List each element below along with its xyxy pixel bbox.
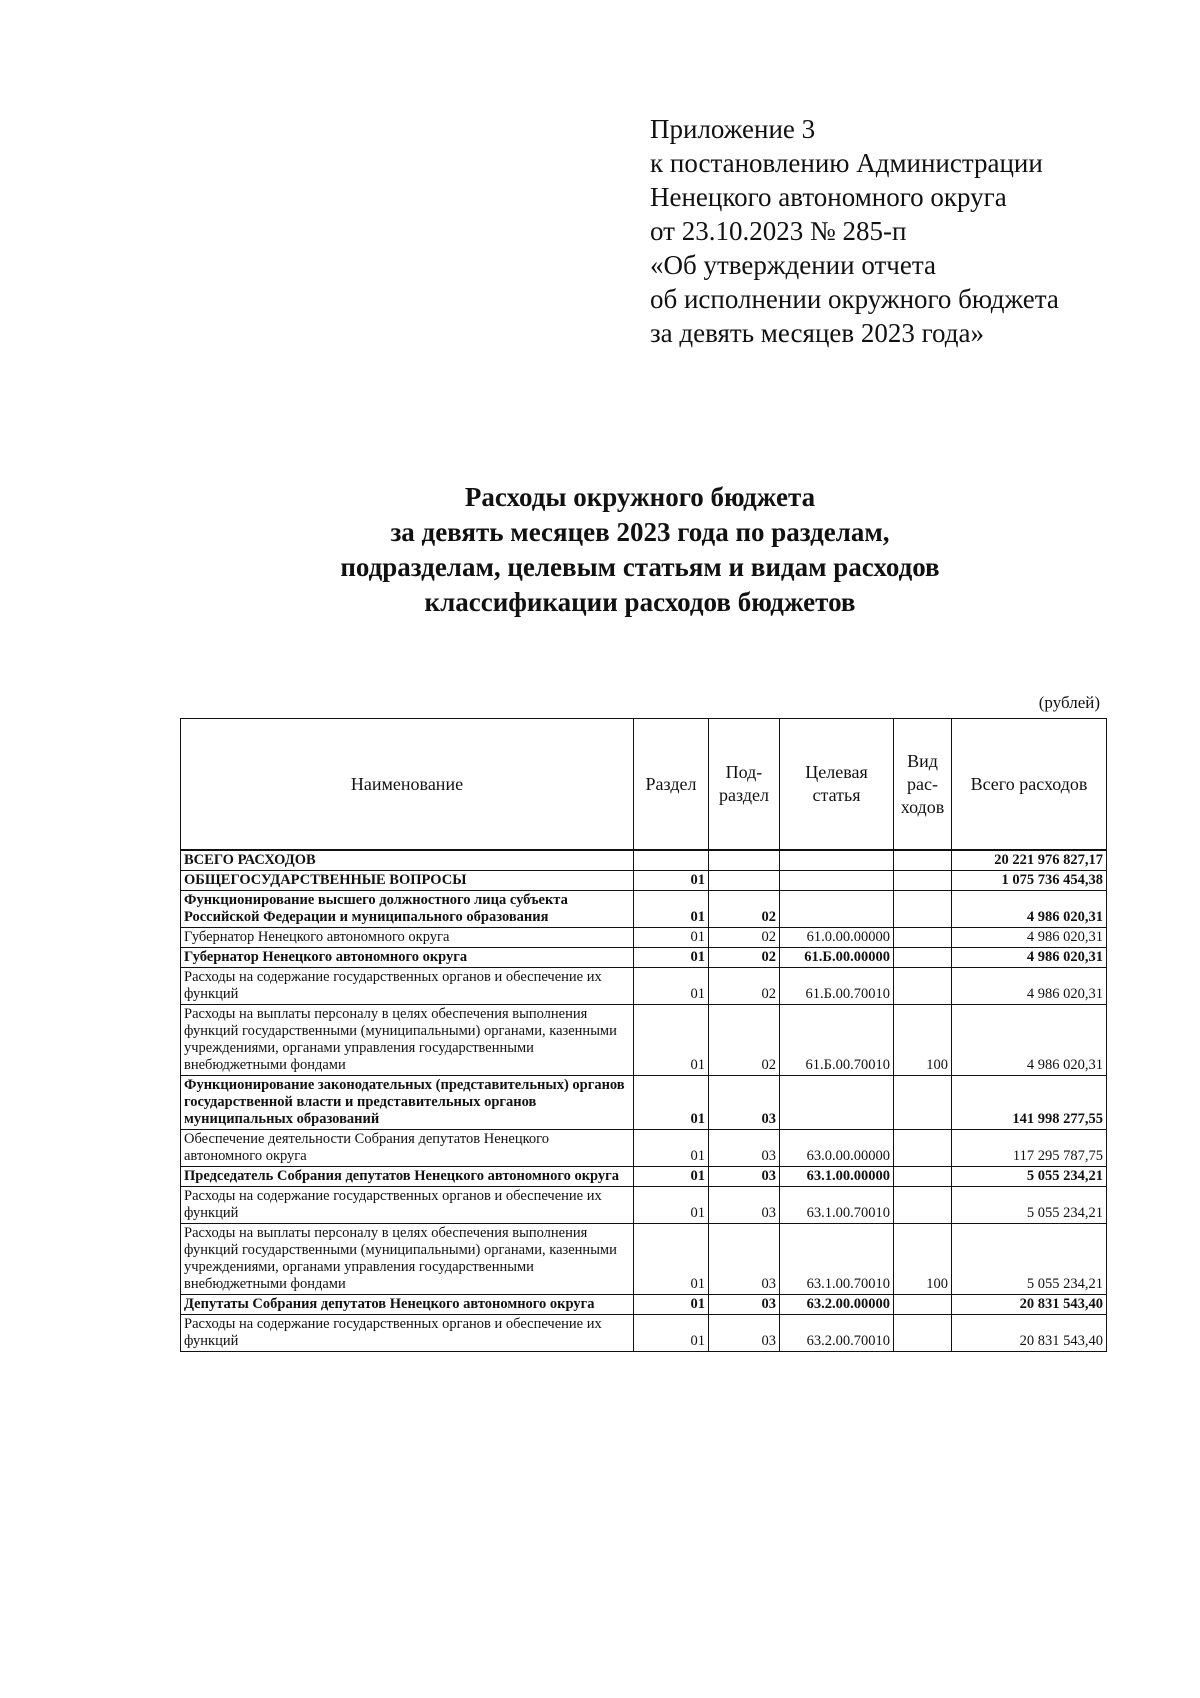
cell-razdel: 01 <box>634 891 709 928</box>
cell-podrazdel: 02 <box>709 1005 780 1076</box>
cell-total: 5 055 234,21 <box>952 1224 1107 1295</box>
cell-celevaya: 61.Б.00.70010 <box>780 1005 894 1076</box>
cell-total: 4 986 020,31 <box>952 1005 1107 1076</box>
cell-razdel: 01 <box>634 1005 709 1076</box>
table-row <box>181 871 1107 891</box>
header-celevaya: Целевая статья <box>780 719 894 851</box>
cell-celevaya: 63.1.00.00000 <box>780 1167 894 1187</box>
cell-vid: 100 <box>894 1224 952 1295</box>
appendix-block <box>650 112 1170 350</box>
cell-razdel: 01 <box>634 1167 709 1187</box>
title-line: классификации расходов бюджетов <box>424 587 856 617</box>
cell-vid <box>894 1076 952 1130</box>
cell-podrazdel: 03 <box>709 1295 780 1315</box>
cell-vid: 100 <box>894 1005 952 1076</box>
cell-total: 20 831 543,40 <box>952 1315 1107 1352</box>
table-body <box>181 850 1107 1352</box>
cell-razdel: 01 <box>634 1187 709 1224</box>
appendix-line: Приложение 3 <box>650 114 816 144</box>
cell-podrazdel: 03 <box>709 1167 780 1187</box>
cell-name: Функционирование законодательных (представительных) органов государственной власти и представительных органов муниципальных образований <box>181 1076 634 1130</box>
table-row <box>181 948 1107 968</box>
table-row <box>181 1167 1107 1187</box>
expenses-table <box>180 718 1107 1352</box>
table-row <box>181 1295 1107 1315</box>
cell-name: Депутаты Собрания депутатов Ненецкого автономного округа <box>181 1295 634 1315</box>
cell-total: 117 295 787,75 <box>952 1130 1107 1167</box>
cell-vid <box>894 891 952 928</box>
cell-total: 20 831 543,40 <box>952 1295 1107 1315</box>
cell-name: Расходы на содержание государственных органов и обеспечение их функций <box>181 1315 634 1352</box>
cell-name: Губернатор Ненецкого автономного округа <box>181 948 634 968</box>
cell-name: Расходы на выплаты персоналу в целях обеспечения выполнения функций государственными (муниципальными) органами, казенными учреждениями, органами управления государственными внебюджетными фондами <box>181 1224 634 1295</box>
table-row <box>181 928 1107 948</box>
cell-name: Функционирование высшего должностного лица субъекта Российской Федерации и муниципального образования <box>181 891 634 928</box>
cell-razdel: 01 <box>634 871 709 891</box>
cell-vid <box>894 968 952 1005</box>
cell-vid <box>894 850 952 871</box>
units-label: (рублей) <box>1038 693 1100 712</box>
table-row <box>181 968 1107 1005</box>
header-razdel: Раздел <box>634 719 709 851</box>
cell-razdel: 01 <box>634 1315 709 1352</box>
cell-total: 4 986 020,31 <box>952 968 1107 1005</box>
cell-celevaya: 61.0.00.00000 <box>780 928 894 948</box>
appendix-line: «Об утверждении отчета <box>650 250 936 280</box>
title-line: за девять месяцев 2023 года по разделам, <box>390 517 890 547</box>
cell-celevaya <box>780 871 894 891</box>
cell-name: Губернатор Ненецкого автономного округа <box>181 928 634 948</box>
cell-vid <box>894 1167 952 1187</box>
cell-vid <box>894 928 952 948</box>
cell-total: 141 998 277,55 <box>952 1076 1107 1130</box>
cell-celevaya <box>780 891 894 928</box>
table-row <box>181 1315 1107 1352</box>
cell-total: 4 986 020,31 <box>952 928 1107 948</box>
cell-razdel: 01 <box>634 928 709 948</box>
cell-name: Расходы на содержание государственных органов и обеспечение их функций <box>181 968 634 1005</box>
cell-podrazdel: 03 <box>709 1076 780 1130</box>
cell-vid <box>894 871 952 891</box>
cell-podrazdel <box>709 871 780 891</box>
cell-vid <box>894 948 952 968</box>
cell-celevaya: 63.2.00.70010 <box>780 1315 894 1352</box>
document-title <box>200 480 1080 620</box>
table-row <box>181 891 1107 928</box>
table-row <box>181 1187 1107 1224</box>
cell-vid <box>894 1130 952 1167</box>
cell-podrazdel: 03 <box>709 1224 780 1295</box>
cell-podrazdel: 02 <box>709 948 780 968</box>
cell-podrazdel: 02 <box>709 968 780 1005</box>
cell-name: ОБЩЕГОСУДАРСТВЕННЫЕ ВОПРОСЫ <box>181 871 634 891</box>
cell-vid <box>894 1295 952 1315</box>
appendix-line: Ненецкого автономного округа <box>650 182 1007 212</box>
cell-name: Председатель Собрания депутатов Ненецкого автономного округа <box>181 1167 634 1187</box>
cell-podrazdel: 03 <box>709 1315 780 1352</box>
title-line: подразделам, целевым статьям и видам расходов <box>340 552 940 582</box>
cell-celevaya <box>780 1076 894 1130</box>
cell-podrazdel <box>709 850 780 871</box>
cell-name: ВСЕГО РАСХОДОВ <box>181 850 634 871</box>
header-total: Всего расходов <box>952 719 1107 851</box>
table-row <box>181 1005 1107 1076</box>
cell-total: 4 986 020,31 <box>952 891 1107 928</box>
cell-razdel: 01 <box>634 1076 709 1130</box>
cell-podrazdel: 03 <box>709 1130 780 1167</box>
cell-total: 1 075 736 454,38 <box>952 871 1107 891</box>
cell-celevaya: 63.1.00.70010 <box>780 1224 894 1295</box>
cell-celevaya: 63.1.00.70010 <box>780 1187 894 1224</box>
cell-total: 20 221 976 827,17 <box>952 850 1107 871</box>
cell-razdel: 01 <box>634 1130 709 1167</box>
cell-podrazdel: 03 <box>709 1187 780 1224</box>
cell-celevaya: 63.2.00.00000 <box>780 1295 894 1315</box>
cell-name: Обеспечение деятельности Собрания депутатов Ненецкого автономного округа <box>181 1130 634 1167</box>
cell-celevaya: 61.Б.00.70010 <box>780 968 894 1005</box>
appendix-line: об исполнении окружного бюджета <box>650 284 1059 314</box>
cell-razdel <box>634 850 709 871</box>
table-row <box>181 1076 1107 1130</box>
cell-razdel: 01 <box>634 948 709 968</box>
cell-vid <box>894 1315 952 1352</box>
cell-vid <box>894 1187 952 1224</box>
title-line: Расходы окружного бюджета <box>464 482 816 512</box>
cell-celevaya: 63.0.00.00000 <box>780 1130 894 1167</box>
cell-razdel: 01 <box>634 968 709 1005</box>
table-row <box>181 1224 1107 1295</box>
appendix-line: к постановлению Администрации <box>650 148 1043 178</box>
appendix-line: за девять месяцев 2023 года» <box>650 318 984 348</box>
cell-total: 4 986 020,31 <box>952 948 1107 968</box>
cell-name: Расходы на содержание государственных органов и обеспечение их функций <box>181 1187 634 1224</box>
header-vid: Вид рас- ходов <box>894 719 952 851</box>
cell-podrazdel: 02 <box>709 928 780 948</box>
header-podrazdel: Под- раздел <box>709 719 780 851</box>
cell-razdel: 01 <box>634 1295 709 1315</box>
cell-celevaya <box>780 850 894 871</box>
cell-total: 5 055 234,21 <box>952 1187 1107 1224</box>
cell-total: 5 055 234,21 <box>952 1167 1107 1187</box>
table-row <box>181 850 1107 871</box>
cell-razdel: 01 <box>634 1224 709 1295</box>
table-row <box>181 1130 1107 1167</box>
table-header-row <box>181 719 1107 851</box>
header-name: Наименование <box>181 719 634 851</box>
appendix-line: от 23.10.2023 № 285-п <box>650 216 907 246</box>
cell-celevaya: 61.Б.00.00000 <box>780 948 894 968</box>
cell-podrazdel: 02 <box>709 891 780 928</box>
cell-name: Расходы на выплаты персоналу в целях обеспечения выполнения функций государственными (муниципальными) органами, казенными учреждениями, органами управления государственными внебюджетными фондами <box>181 1005 634 1076</box>
